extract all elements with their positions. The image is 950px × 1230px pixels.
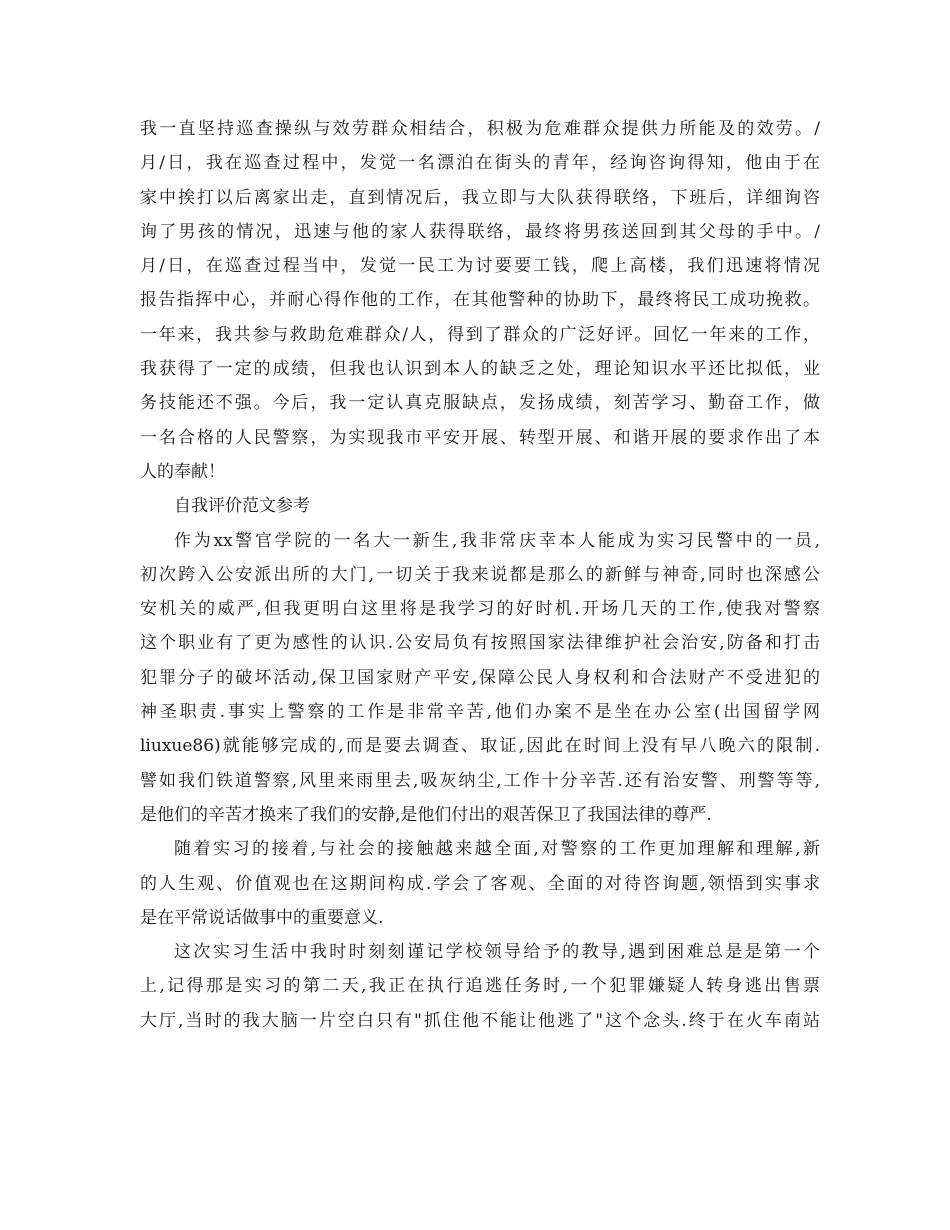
text-line: 犯罪分子的破坏活动,保卫国家财产平安,保障公民人身权利和合法财产不受进犯的 xyxy=(140,667,820,688)
text-line: 上,记得那是实习的第二天,我正在执行追逃任务时,一个犯罪嫌疑人转身逃出售票 xyxy=(140,976,820,997)
text-line: 月/日，我在巡查过程中，发觉一名漂泊在街头的青年，经询咨询得知，他由于在 xyxy=(140,153,820,174)
text-line: 自我评价范文参考 xyxy=(174,496,310,517)
text-line: 这个职业有了更为感性的认识.公安局负有按照国家法律维护社会治安,防备和打击 xyxy=(140,633,820,654)
text-line: 初次跨入公安派出所的大门,一切关于我来说都是那么的新鲜与神奇,同时也深感公 xyxy=(140,564,820,585)
text-line: 是在平常说话做事中的重要意义. xyxy=(140,907,384,928)
text-line: 询了男孩的情况，迅速与他的家人获得联络，最终将男孩送回到其父母的手中。/ xyxy=(140,221,820,242)
text-line: 人的奉献！ xyxy=(140,461,225,482)
text-line: 家中挨打以后离家出走，直到情况后，我立即与大队获得联络，下班后，详细询咨 xyxy=(140,187,820,208)
text-line: liuxue86)就能够完成的,而是要去调查、取证,因此在时间上没有早八晚六的限制. xyxy=(140,736,820,757)
text-line: 譬如我们铁道警察,风里来雨里去,吸灰纳尘,工作十分辛苦.还有治安警、刑警等等, xyxy=(140,770,820,791)
text-line: 一名合格的人民警察，为实现我市平安开展、转型开展、和谐开展的要求作出了本 xyxy=(140,427,820,448)
document-body xyxy=(140,112,820,1038)
text-line: 是他们的辛苦才换来了我们的安静,是他们付出的艰苦保卫了我国法律的尊严. xyxy=(140,804,712,825)
text-line: 一年来，我共参与救助危难群众/人，得到了群众的广泛好评。回忆一年来的工作， xyxy=(140,324,820,345)
text-line: 这次实习生活中我时时刻刻谨记学校领导给予的教导,遇到困难总是是第一个 xyxy=(174,942,820,963)
text-line: 作为xx警官学院的一名大一新生,我非常庆幸本人能成为实习民警中的一员, xyxy=(174,530,820,551)
text-line: 随着实习的接着,与社会的接触越来越全面,对警察的工作更加理解和理解,新 xyxy=(174,839,820,860)
text-line: 月/日，在巡查过程当中，发觉一民工为讨要要工钱，爬上高楼，我们迅速将情况 xyxy=(140,256,820,277)
text-line: 我获得了一定的成绩，但我也认识到本人的缺乏之处，理论知识水平还比拟低，业 xyxy=(140,359,820,380)
text-line: 我一直坚持巡查操纵与效劳群众相结合，积极为危难群众提供力所能及的效劳。/ xyxy=(140,119,820,139)
text-line: 报告指挥中心，并耐心得作他的工作，在其他警种的协助下，最终将民工成功挽救。 xyxy=(140,290,820,311)
text-line: 神圣职责.事实上警察的工作是非常辛苦,他们办案不是坐在办公室(出国留学网 xyxy=(140,702,820,723)
text-line: 大厅,当时的我大脑一片空白只有"抓住他不能让他逃了"这个念头.终于在火车南站 xyxy=(140,1010,820,1031)
text-line: 安机关的威严,但我更明白这里将是我学习的好时机.开场几天的工作,使我对警察 xyxy=(140,599,820,620)
text-line: 务技能还不强。今后，我一定认真克服缺点，发扬成绩，刻苦学习、勤奋工作，做 xyxy=(140,393,820,414)
text-line: 的人生观、价值观也在这期间构成.学会了客观、全面的对待咨询题,领悟到实事求 xyxy=(140,873,820,894)
